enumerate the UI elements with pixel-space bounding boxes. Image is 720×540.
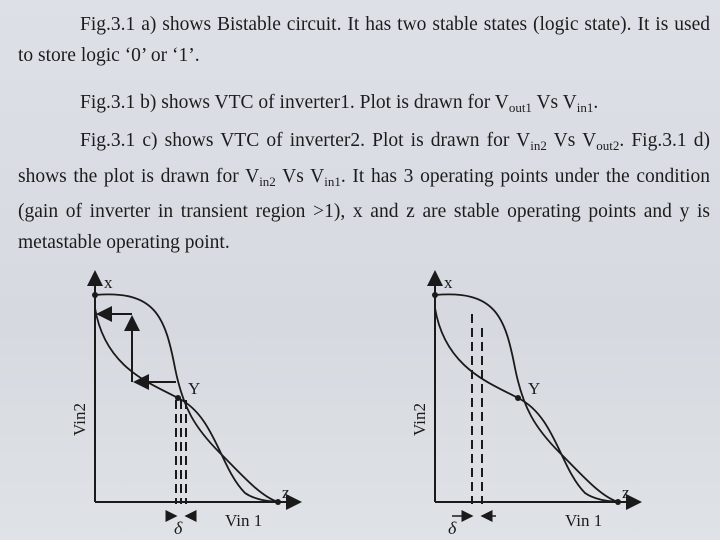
subscript: out2 bbox=[596, 138, 620, 153]
label-point-y: Y bbox=[528, 379, 541, 398]
subscript: in2 bbox=[530, 138, 547, 153]
y-axis-label: Vin2 bbox=[410, 403, 429, 436]
label-point-x: x bbox=[444, 273, 453, 292]
subscript: in1 bbox=[324, 173, 341, 189]
x-axis-label: Vin 1 bbox=[565, 511, 603, 530]
delta-label: δ bbox=[174, 518, 183, 538]
vtc-curve-inverter1 bbox=[435, 294, 618, 502]
paragraph-bistable-intro bbox=[18, 10, 710, 71]
paragraph-vtc-inverter2 bbox=[18, 126, 710, 258]
label-point-x: x bbox=[104, 273, 113, 292]
paragraph-text: Vs V bbox=[546, 130, 597, 151]
operating-point-x bbox=[92, 292, 98, 298]
paragraph-text: Fig.3.1 a) shows Bistable circuit. It has two stable states (logic state). It is used to store logic ‘0’ or ‘1’. bbox=[18, 14, 710, 66]
label-point-z: z bbox=[622, 483, 630, 502]
delta-dashed-lines bbox=[472, 314, 482, 504]
delta-label: δ bbox=[448, 518, 457, 538]
paragraph-text: . bbox=[593, 92, 599, 113]
label-point-y: Y bbox=[188, 379, 201, 398]
subscript: in1 bbox=[576, 100, 594, 115]
operating-point-z bbox=[275, 499, 281, 505]
paragraph-text: . Fig.3.1 d) shows the plot is drawn for V bbox=[18, 130, 710, 187]
paragraph-text: Vs V bbox=[531, 92, 577, 113]
paragraph-vtc-inverter1 bbox=[18, 88, 710, 124]
operating-point-z bbox=[615, 499, 621, 505]
label-point-z: z bbox=[282, 483, 290, 502]
operating-point-y bbox=[175, 395, 181, 401]
paragraph-text: Vs V bbox=[275, 165, 325, 187]
delta-dashed-lines bbox=[176, 400, 186, 504]
y-axis-label: Vin2 bbox=[70, 403, 89, 436]
paragraph-text: Fig.3.1 c) shows VTC of inverter2. Plot is drawn for V bbox=[80, 130, 531, 151]
operating-point-x bbox=[432, 292, 438, 298]
subscript: out1 bbox=[508, 100, 532, 115]
x-axis-label: Vin 1 bbox=[225, 511, 263, 530]
operating-point-y bbox=[515, 395, 521, 401]
paragraph-text: Fig.3.1 b) shows VTC of inverter1. Plot is drawn for V bbox=[80, 92, 509, 113]
paragraph-text: . It has 3 operating points under the condition (gain of inverter in transient region >1), x and z are stable operating points and y is metastable operating point. bbox=[18, 165, 710, 253]
subscript: in2 bbox=[259, 173, 276, 189]
figure-right-vtc-plot bbox=[410, 258, 650, 540]
figure-left-vtc-plot bbox=[70, 258, 310, 540]
